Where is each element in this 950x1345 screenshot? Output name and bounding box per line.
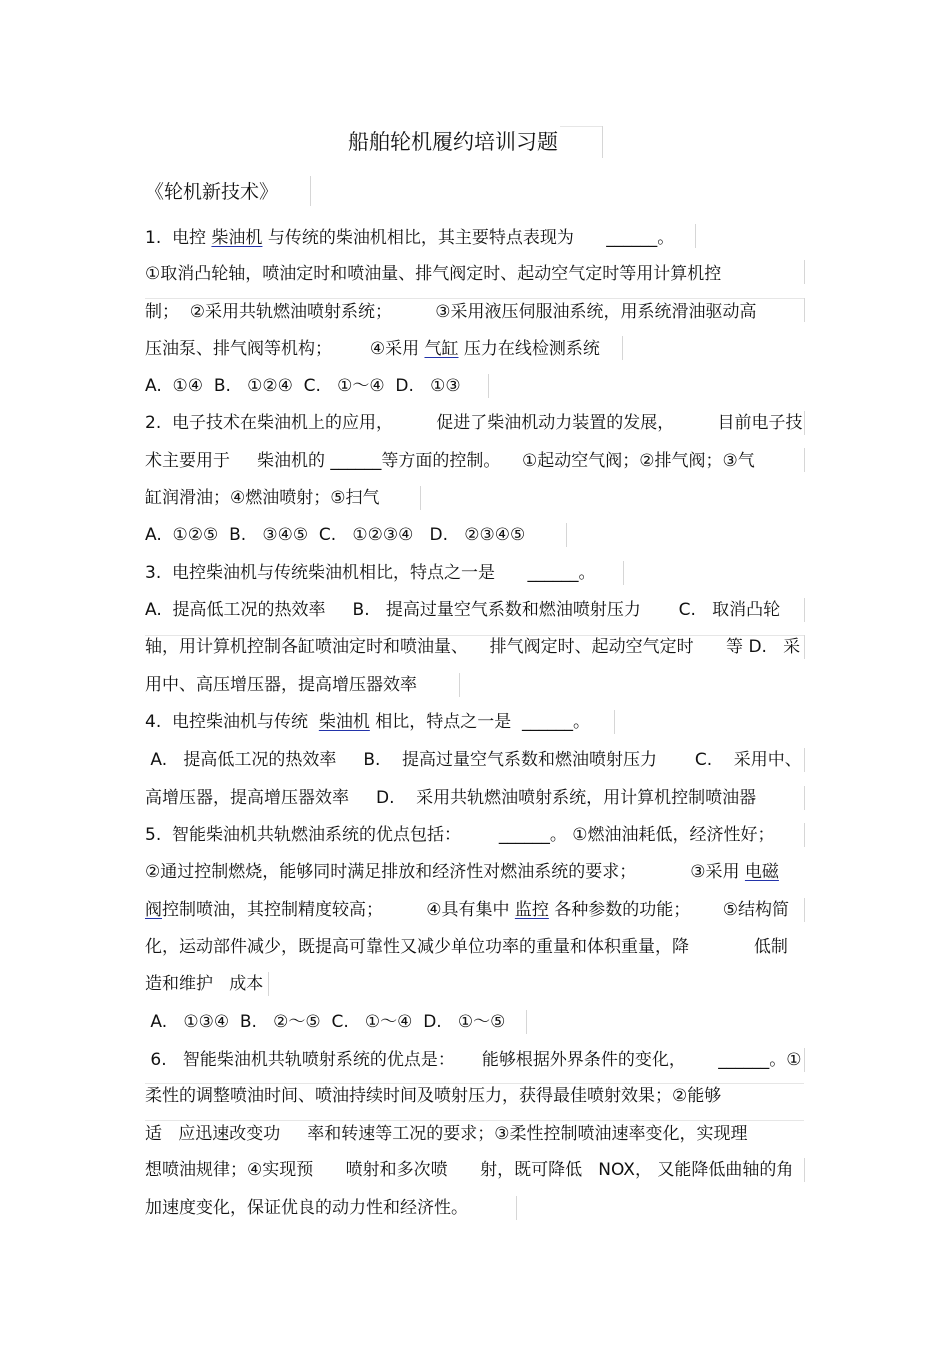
text-segment: 与传统的柴油机相比，其主要特点表现为 ______。 [262, 228, 675, 248]
scan-border [602, 126, 603, 158]
scan-border [804, 635, 805, 659]
scan-border [459, 673, 460, 697]
text-segment: ①取消凸轮轴，喷油定时和喷油量、排气阀定时、起动空气定时等用计算机控 [145, 264, 722, 284]
text-segment: A. ①③④ B. ②～⑤ C. ①～④ D. ①～⑤ [145, 1012, 506, 1032]
underlined-term: 电磁 [744, 862, 779, 882]
underlined-term: 阀 [145, 900, 162, 920]
scan-border [804, 786, 805, 810]
text-segment: 化，运动部件减少，既提高可靠性又减少单位功率的重量和体积重量，降 低制 [145, 937, 788, 957]
text-segment: 适 应迅速改变功 率和转速等工况的要求；③柔性控制喷油速率变化，实现理 [145, 1124, 748, 1144]
scan-border [488, 374, 489, 398]
underlined-term: 气缸 [424, 339, 459, 359]
text-line [145, 673, 417, 697]
underlined-term: 柴油机 [211, 228, 263, 248]
text-line [145, 1084, 721, 1108]
text-segment: 柔性的调整喷油时间、喷油持续时间及喷射压力，获得最佳喷射效果；②能够 [145, 1086, 722, 1106]
text-segment: 相比，特点之一是 ______。 [369, 712, 591, 732]
scan-border [804, 298, 805, 322]
text-line [145, 1122, 747, 1146]
scan-border [420, 486, 421, 510]
text-segment: 6. 智能柴油机共轨喷射系统的优点是： 能够根据外界条件的变化， ______。① [145, 1050, 802, 1070]
scan-border [622, 336, 623, 360]
text-segment: A. ①④ B. ①②④ C. ①～④ D. ①③ [145, 376, 461, 396]
text-segment: 2. 电子技术在柴油机上的应用， 促进了柴油机动力装置的发展， 目前电子技 [145, 413, 803, 433]
text-segment: A. 提高低工况的热效率 B. 提高过量空气系数和燃油喷射压力 C. 取消凸轮 [145, 600, 781, 620]
text-line [145, 898, 789, 922]
text-line [145, 561, 595, 585]
section-heading: 《轮机新技术》 [145, 181, 279, 203]
text-line [145, 935, 788, 959]
text-line [145, 710, 590, 734]
text-segment: 各种参数的功能； ⑤结构简 [548, 900, 789, 920]
text-line [145, 1048, 802, 1072]
underlined-term: 监控 [514, 900, 549, 920]
text-segment: 压力在线检测系统 [458, 339, 600, 359]
scan-border [804, 598, 805, 622]
text-segment: 4. 电控柴油机与传统 [145, 712, 319, 732]
text-line [145, 1010, 505, 1034]
scan-border [145, 1120, 804, 1121]
text-segment: 想喷油规律；④实现预 喷射和多次喷 射，既可降低 NOX， 又能降低曲轴的角 [145, 1160, 794, 1180]
scan-border [804, 1158, 805, 1182]
text-segment: 术主要用于 柴油机的 ______等方面的控制。 ①起动空气阀；②排气阀；③气 [145, 451, 755, 471]
text-segment: 轴，用计算机控制各缸喷油定时和喷油量、 排气阀定时、起动空气定时 等 D. 采 [145, 637, 801, 657]
scan-border [566, 523, 567, 547]
text-line [145, 635, 800, 659]
underlined-term: 柴油机 [318, 712, 370, 732]
scan-border [804, 260, 805, 284]
text-segment: 用中、高压增压器，提高增压器效率 [145, 675, 417, 695]
text-segment: 控制喷油，其控制精度较高； ④具有集中 [162, 900, 515, 920]
scan-border [560, 126, 602, 127]
scan-border [804, 411, 805, 435]
text-line [145, 337, 600, 361]
scan-border [804, 1048, 805, 1072]
text-line [145, 411, 803, 435]
scan-border [516, 1196, 517, 1220]
scan-border [526, 1010, 527, 1034]
text-segment: 高增压器，提高增压器效率 D. 采用共轨燃油喷射系统，用计算机控制喷油器 [145, 788, 757, 808]
text-line [145, 486, 379, 510]
scan-border [145, 298, 804, 299]
text-segment: 缸润滑油；④燃油喷射；⑤扫气 [145, 488, 380, 508]
scan-border [804, 898, 805, 922]
scan-border [804, 748, 805, 772]
text-line [145, 823, 775, 847]
page-title: 船舶轮机履约培训习题 [348, 130, 558, 154]
scan-border [614, 710, 615, 734]
scan-border [804, 448, 805, 472]
scan-border [268, 972, 269, 996]
scan-border [804, 823, 805, 847]
text-segment: A. 提高低工况的热效率 B. 提高过量空气系数和燃油喷射压力 C. 采用中、 [145, 750, 802, 770]
text-line [145, 300, 757, 324]
text-segment: A. ①②⑤ B. ③④⑤ C. ①②③④ D. ②③④⑤ [145, 525, 526, 545]
text-line [145, 786, 756, 810]
text-line [145, 1196, 468, 1220]
text-segment: 5. 智能柴油机共轨燃油系统的优点包括： ______。 ①燃油油耗低，经济性好； [145, 825, 775, 845]
text-segment: 3. 电控柴油机与传统柴油机相比，特点之一是 ______。 [145, 563, 596, 583]
text-line [145, 860, 779, 884]
text-segment: 加速度变化，保证优良的动力性和经济性。 [145, 1198, 468, 1218]
text-line [145, 262, 721, 286]
scan-border [695, 224, 696, 248]
text-line [145, 1158, 793, 1182]
scan-border [310, 176, 311, 206]
text-line [145, 374, 461, 398]
text-line [145, 598, 780, 622]
text-segment: 1. 电控 [145, 228, 212, 248]
text-segment: 压油泵、排气阀等机构； ④采用 [145, 339, 425, 359]
text-line [145, 226, 674, 250]
text-line [145, 449, 755, 473]
text-segment: 制； ②采用共轨燃油喷射系统； ③采用液压伺服油系统，用系统滑油驱动高 [145, 302, 757, 322]
text-line [145, 523, 525, 547]
text-segment: 造和维护 成本 [145, 974, 264, 994]
text-line [145, 972, 263, 996]
text-line [145, 748, 802, 772]
text-segment: ②通过控制燃烧，能够同时满足排放和经济性对燃油系统的要求； ③采用 [145, 862, 745, 882]
scan-border [623, 561, 624, 585]
